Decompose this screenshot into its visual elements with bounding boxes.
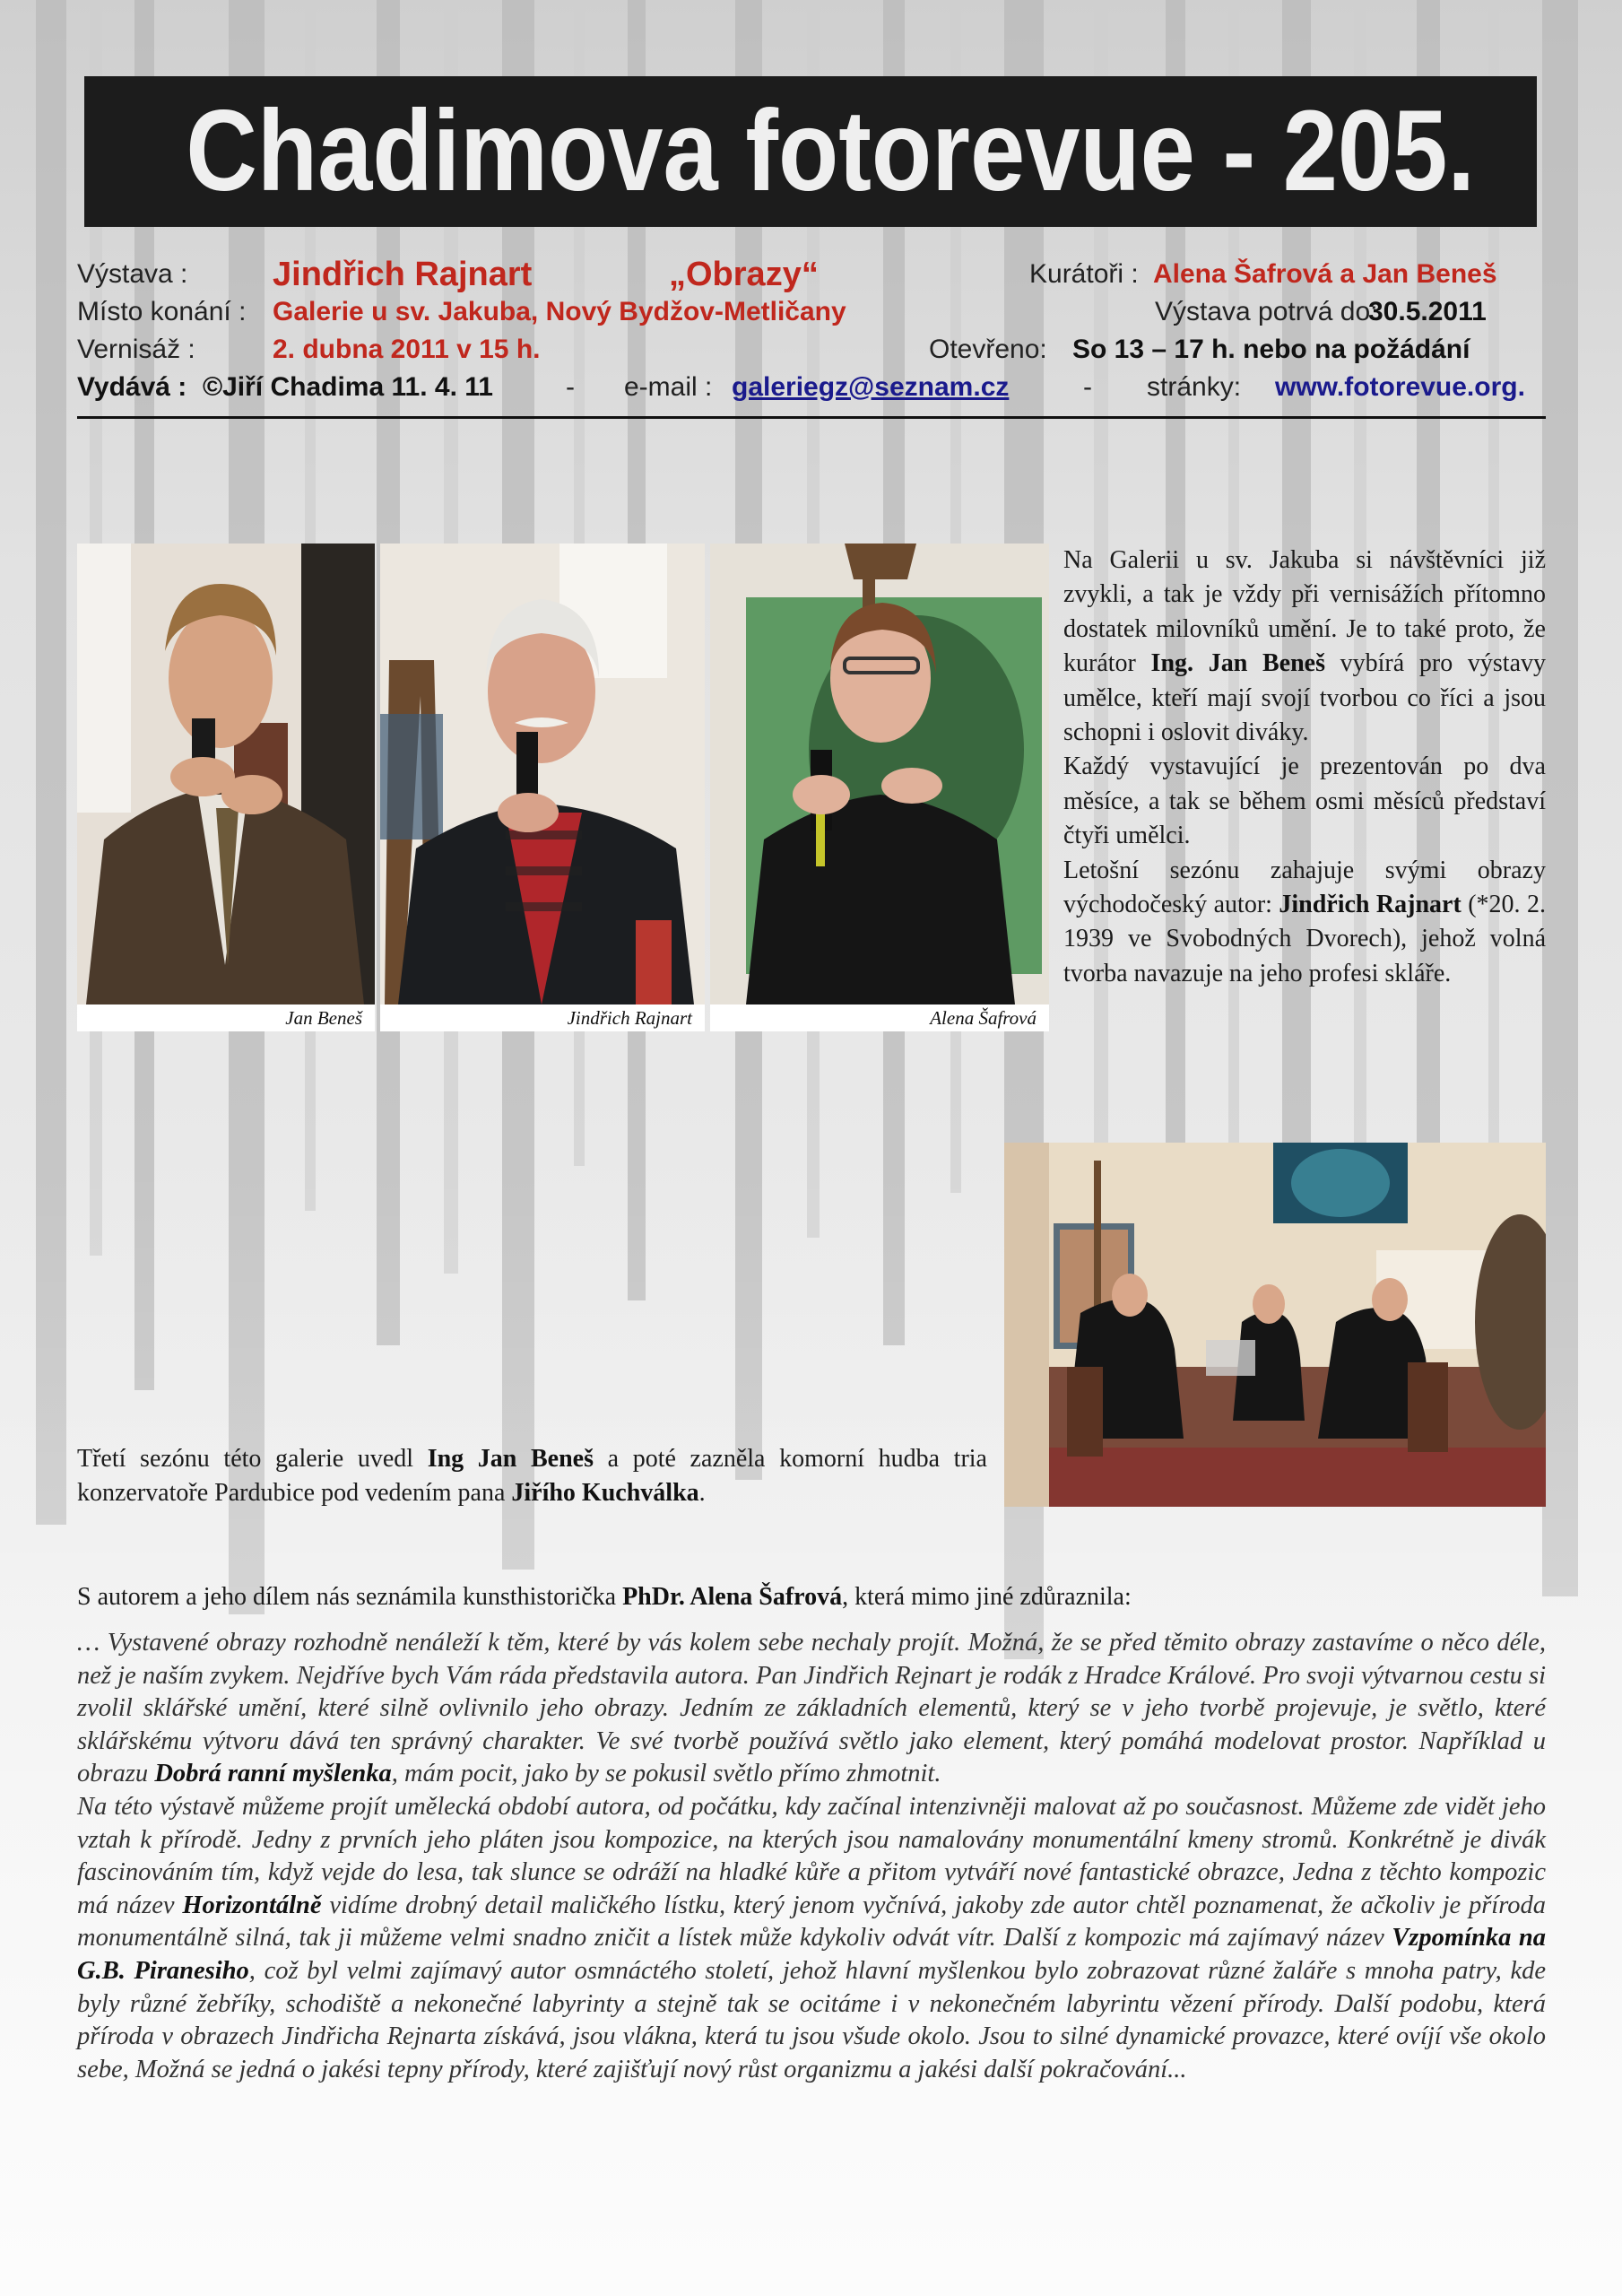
- web-label: stránky:: [1147, 372, 1242, 402]
- venue-name: Galerie u sv. Jakuba, Nový Bydžov-Metličany: [273, 297, 846, 326]
- publisher-label: Vydává :: [77, 372, 187, 402]
- page-title: Chadimova fotorevue - 205.: [186, 87, 1475, 215]
- opening-hours: So 13 – 17 h. nebo na požádání: [1072, 335, 1470, 364]
- photo-caption: Alena Šafrová: [930, 1007, 1037, 1029]
- photo-concert-trio-image: [1004, 1143, 1546, 1507]
- paragraph: Každý vystavující je prezentován po dva měsíce, a tak se během osmi měsíců představí čtyři umělci.: [1063, 752, 1546, 850]
- email-label: e-mail :: [624, 372, 713, 402]
- photo-concert-trio: [1004, 1143, 1546, 1507]
- info-row-exhibition: [77, 256, 1548, 293]
- info-row-venue: [77, 293, 1548, 331]
- photo-alena-safrova: [710, 544, 1049, 1031]
- exhibition-name: „Obrazy“: [669, 256, 819, 293]
- photo-alena-safrova-image: [710, 544, 1049, 1004]
- photo-jindrich-rajnart-image: [380, 544, 705, 1004]
- paragraph: Na Galerii u sv. Jakuba si návštěvníci již zvykli, a tak je vždy při vernisážích přítomno dostatek milovníků umění. Je to také proto, že kurátor Ing. Jan Beneš vybírá pro výstavy umělce, kteří mají svojí tvorbou co říci a jsou schopni i oslovit diváky.: [1063, 546, 1546, 747]
- artist-name: Jindřich Rajnart: [273, 256, 533, 293]
- paragraph: Letošní sezónu zahajuje svými obrazy východočeský autor: Jindřich Rajnart (*20. 2. 1939 ve Svobodných Dvorech), jehož volná tvorba navazuje na jeho profesi skláře.: [1063, 856, 1546, 987]
- venue-label: Místo konání :: [77, 297, 247, 326]
- opening-label: Vernisáž :: [77, 335, 195, 364]
- quote-paragraph: Na této výstavě můžeme projít umělecká období autora, od počátku, kdy začínal intenzivněji malovat až po současnost. Můžeme zde vidět jeho vztah k přírodě. Jedny z prvních jeho pláten jsou kompozice, na kterých jsou namalovány monumentální kmeny stromů. Konkrétně je divák fascinováním tím, když vejde do lesa, tak slunce se odráží na hladké kůře a přitom vytváří nové fantastické obrazce, Jedna z těchto kompozic má název Horizontálně vidíme drobný detail maličkého lístku, který jenom vyčnívá, jakoby zde autor chtěl poznamenat, že ačkoliv je příroda monumentálně silná, tak ji můžeme velmi snadno zničit a lístek může kdykoliv odvát vítr. Další z kompozic má zajímavý název Vzpomínka na G.B. Piranesiho, což byl velmi zajímavý autor osmnáctého století, jehož hlavní myšlenkou bylo zobrazovat různé žaláře s mnoha patry, kde byly různé žebříky, schodiště a nekonečné labyrinty a stejně tak se ocitáme i v nekonečném labyrintu vězení přírody. Další podobu, která příroda v obrazech Jindřicha Rejnarta získává, jsou vlákna, která tu jsou všude okolo. Jsou to silné dynamické provazce, které ovíjí vše okolo sebe, Možná se jedná o jakési tepny přírody, které zajišťují nový růst organizmu a jakési další pokračování...: [77, 1792, 1547, 2083]
- separator: -: [1083, 372, 1092, 402]
- divider: [77, 416, 1546, 419]
- photo-caption: Jindřich Rajnart: [567, 1007, 692, 1029]
- info-row-publisher: [77, 369, 1548, 406]
- quote-paragraph: … Vystavené obrazy rozhodně nenáleží k těm, které by vás kolem sebe nechaly projít. Možná, že se před těmito obrazy zastavíme o něco déle, než je naším zvykem. Nejdříve bych Vám ráda představila autora. Pan Jindřich Rejnart je rodák z Hradce Králové. Pro svoji výtvarnou cestu si zvolil sklářské umění, které silně ovlivnilo jeho obrazy. Jedním ze základních elementů, který se v jeho tvorbě projevuje, je světlo, které sklářskému výtvoru dává ten správný charakter. Ve své tvorbě používá světlo jako element, který pomáhá modelovat prostor. Například u obrazu Dobrá ranní myšlenka, mám pocit, jako by se pokusil světlo přímo zhmotnit.: [77, 1629, 1546, 1788]
- photo-jan-benes-image: [77, 544, 375, 1004]
- opening-date: 2. dubna 2011 v 15 h.: [273, 335, 541, 364]
- publisher-value: ©Jiří Chadima 11. 4. 11: [203, 372, 493, 402]
- exhibition-label: Výstava :: [77, 259, 188, 289]
- separator: -: [566, 372, 575, 402]
- concert-paragraph: Třetí sezónu této galerie uvedl Ing Jan Beneš a poté zazněla komorní hudba tria konzervatoře Pardubice pod vedením pana Jiřího Kuchválka.: [77, 1445, 987, 1507]
- curators-label: Kurátoři :: [1029, 259, 1139, 289]
- hours-label: Otevřeno:: [929, 335, 1047, 364]
- email-link[interactable]: galeriegz@seznam.cz: [732, 372, 1010, 402]
- photo-jan-benes: [77, 544, 375, 1031]
- exhibition-info: [77, 256, 1548, 417]
- info-row-opening: [77, 331, 1548, 369]
- photo-jindrich-rajnart: [380, 544, 705, 1031]
- until-date: 30.5.2011: [1368, 297, 1487, 326]
- photo-caption: Jan Beneš: [285, 1007, 362, 1029]
- speech-intro: S autorem a jeho dílem nás seznámila kunsthistorička PhDr. Alena Šafrová, která mimo jiné zdůraznila:: [77, 1583, 1132, 1611]
- title-banner: [84, 76, 1537, 227]
- web-link[interactable]: www.fotorevue.org.: [1275, 372, 1525, 402]
- until-label: Výstava potrvá do:: [1155, 297, 1378, 326]
- intro-paragraphs: [1063, 544, 1546, 991]
- curators-names: Alena Šafrová a Jan Beneš: [1153, 259, 1497, 289]
- speech-quote: [77, 1627, 1546, 2086]
